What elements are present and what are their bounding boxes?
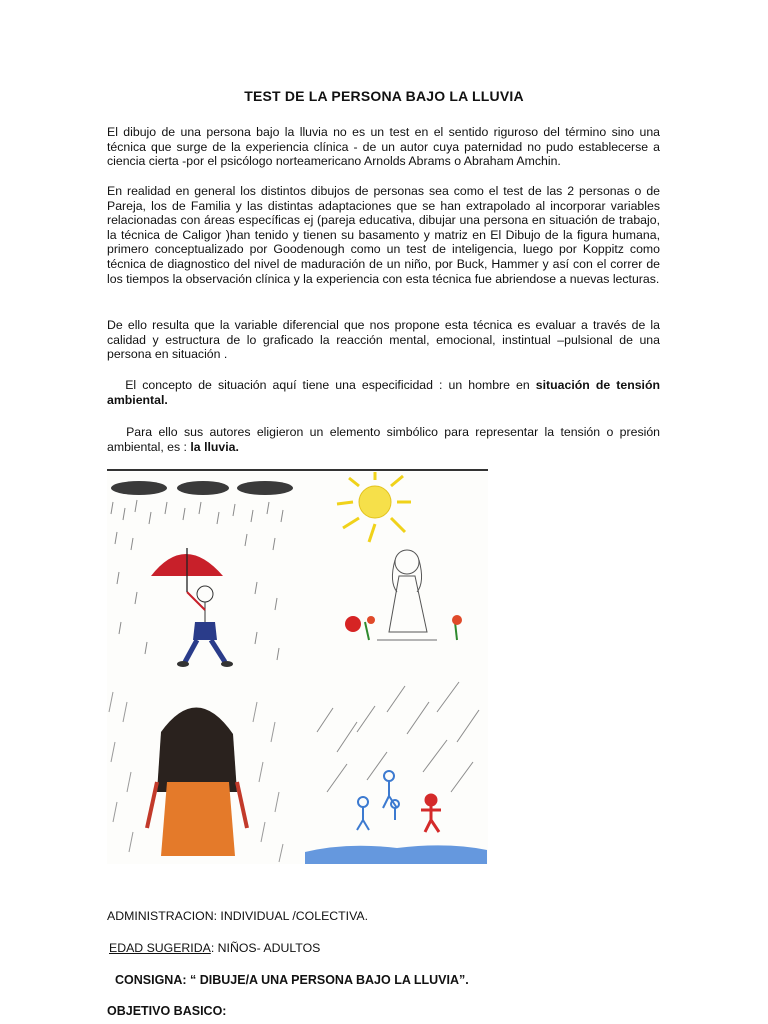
objetivo-heading: OBJETIVO BASICO: — [107, 1004, 227, 1018]
paragraph-situation — [107, 378, 660, 407]
edad-sugerida-line — [109, 941, 320, 955]
paragraph-intro: El dibujo de una persona bajo la lluvia no es un test en el sentido riguroso del término sino una técnica que surge de la experiencia clínica - de un autor cuya paternidad no pudo establecerse a ciencia cierta -por el psicólogo norteamericano Arnolds Abrams o Abraham Amchin. — [107, 125, 660, 169]
edad-value: : NIÑOS- ADULTOS — [210, 941, 321, 955]
paragraph-background: En realidad en general los distintos dibujos de personas sea como el test de las 2 personas o de Pareja, los de Familia y las distintas adaptaciones que se han extrapolado al incorporar variables relacionadas con áreas específicas ej (pareja educativa, dibujar una persona en situación de trabajo, la técnica de Caligor )han tenido y tienen su basamento y matriz en El Dibujo de la figura humana, primero conceptualizado por Goodenough como un test de inteligencia, luego por Koppitz como técnica de diagnostico del nivel de maduración de un niño, por Buck, Hammer y así con el correr de los tiempos la observación clínica y la experiencia con esta técnica fue abriendose a nuevas lecturas. — [107, 184, 660, 286]
administracion-line: ADMINISTRACION: INDIVIDUAL /COLECTIVA. — [107, 909, 369, 923]
symbol-bold: la lluvia. — [190, 439, 239, 454]
symbol-text: Para ello sus autores eligieron un elemento simbólico para representar la tensión o presión ambiental, es : — [107, 425, 664, 454]
page-title: TEST DE LA PERSONA BAJO LA LLUVIA — [244, 88, 524, 104]
consigna-line: CONSIGNA: “ DIBUJE/A UNA PERSONA BAJO LA LLUVIA”. — [115, 973, 469, 987]
paragraph-symbol — [107, 425, 664, 454]
paragraph-variable: De ello resulta que la variable diferencial que nos propone esta técnica es evaluar a través de la calidad y estructura de lo graficado la reacción mental, emocional, instintual –pulsional de una persona en situación . — [107, 318, 660, 362]
figure-top-rule — [107, 469, 488, 471]
situation-bold: situación de tensión ambiental. — [107, 378, 660, 407]
situation-text: El concepto de situación aquí tiene una especificidad : un hombre en — [107, 378, 536, 392]
edad-label: EDAD SUGERIDA — [109, 941, 211, 955]
children-drawings-figure — [107, 472, 488, 864]
